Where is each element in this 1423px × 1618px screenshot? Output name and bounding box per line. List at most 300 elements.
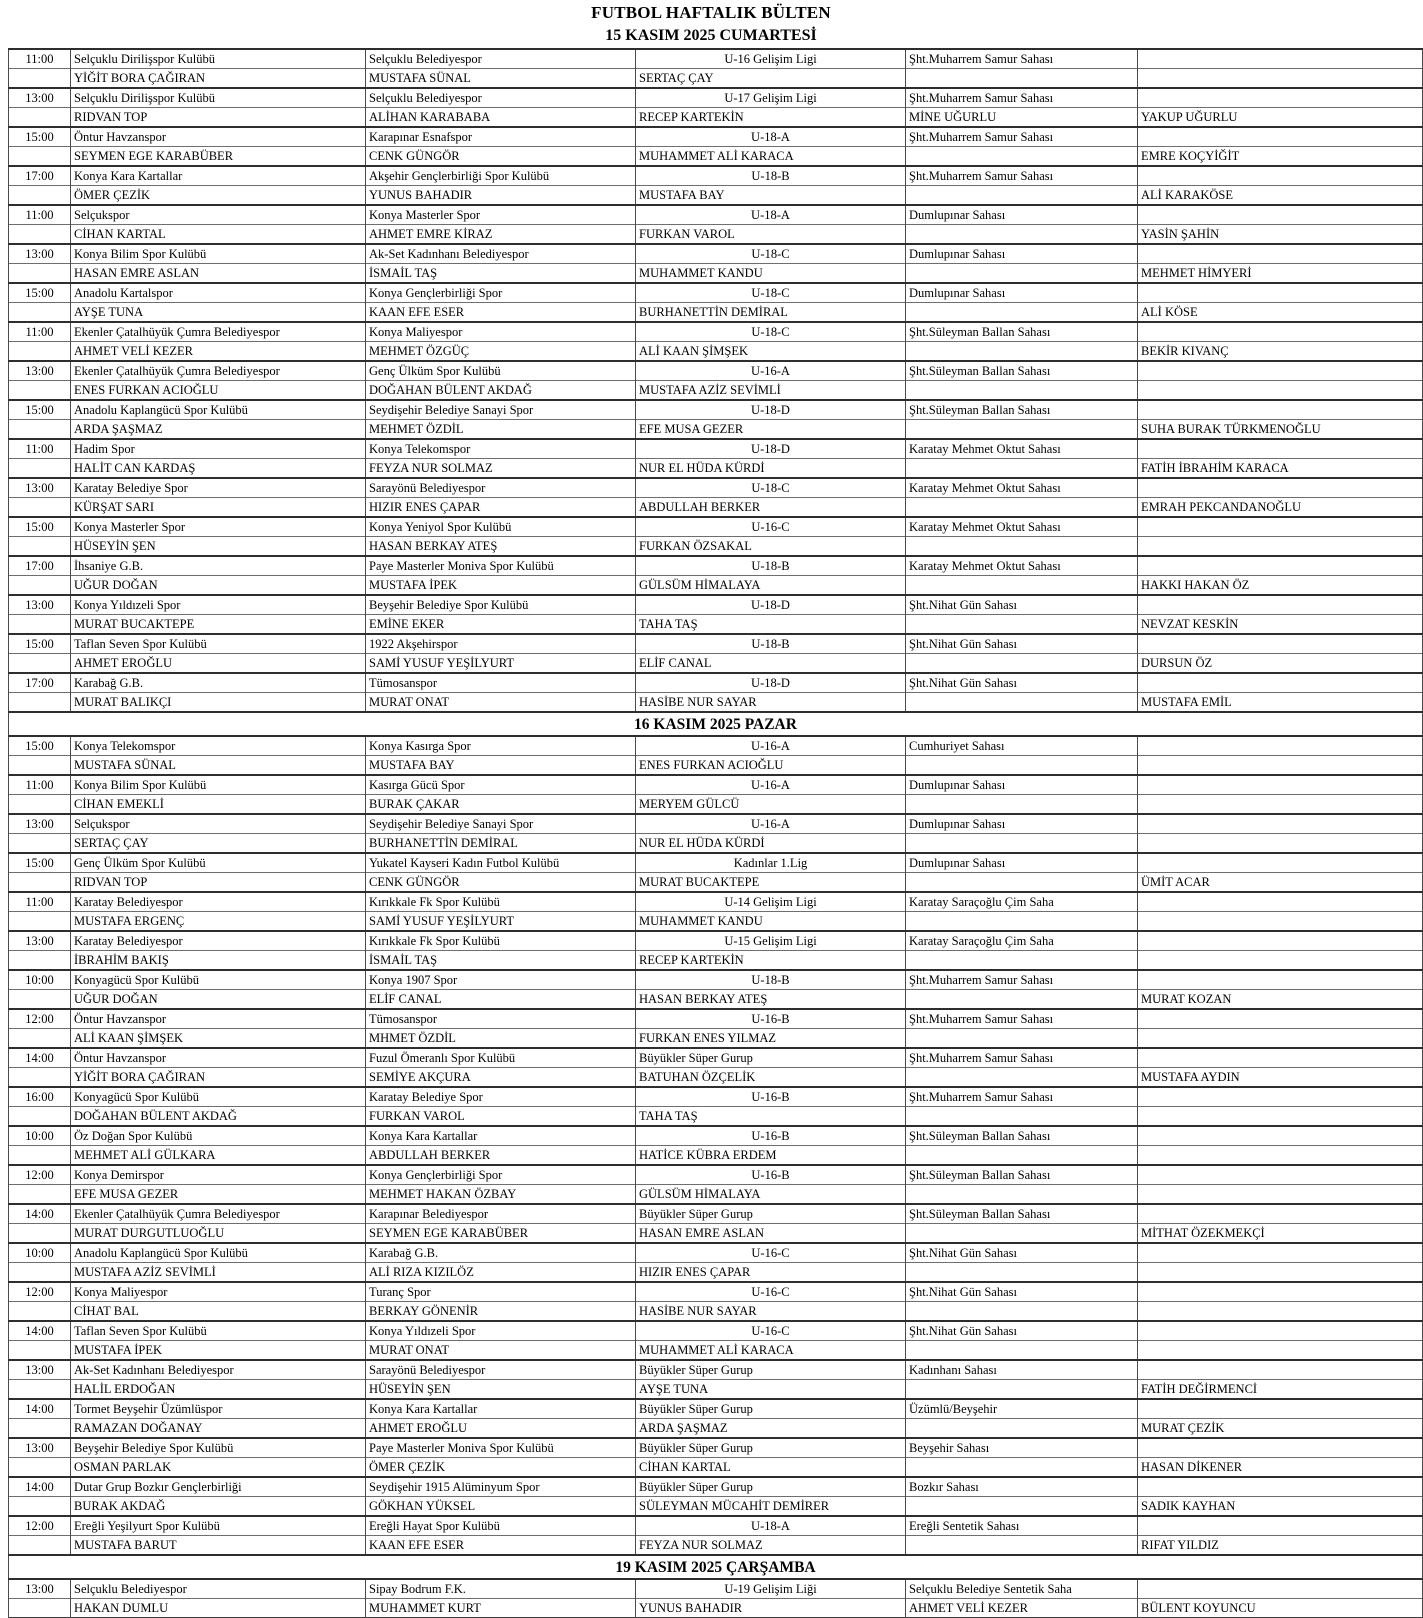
away-team-cell: Turanç Spor <box>366 1282 636 1302</box>
referee-3-cell: MUHAMMET ALİ KARACA <box>636 147 906 167</box>
empty-cell <box>1138 1399 1423 1419</box>
referee-4-cell <box>906 69 1138 89</box>
referee-2-cell: ALİHAN KARABABA <box>366 108 636 128</box>
referee-1-cell: MURAT BUCAKTEPE <box>71 615 366 635</box>
empty-cell <box>1138 1087 1423 1107</box>
away-team-cell: Sarayönü Belediyespor <box>366 1360 636 1380</box>
referee-2-cell: FURKAN VAROL <box>366 1107 636 1127</box>
empty-time-cell <box>9 873 71 893</box>
referee-4-cell <box>906 1146 1138 1166</box>
empty-time-cell <box>9 795 71 815</box>
empty-time-cell <box>9 1302 71 1322</box>
venue-cell: Şht.Muharrem Samur Sahası <box>906 127 1138 147</box>
fixtures-table <box>8 48 1423 1618</box>
empty-time-cell <box>9 1146 71 1166</box>
match-row <box>9 1321 1423 1341</box>
referee-row <box>9 1458 1423 1478</box>
referee-2-cell: GÖKHAN YÜKSEL <box>366 1497 636 1517</box>
referee-4-cell <box>906 1068 1138 1088</box>
empty-time-cell <box>9 381 71 401</box>
referee-row <box>9 537 1423 557</box>
league-cell: U-16-B <box>636 1126 906 1146</box>
referee-2-cell: MUSTAFA İPEK <box>366 576 636 596</box>
kickoff-time-cell: 13:00 <box>9 1438 71 1458</box>
home-team-cell: Selçuklu Belediyespor <box>71 1579 366 1599</box>
venue-cell: Şht.Nihat Gün Sahası <box>906 1243 1138 1263</box>
referee-4-cell <box>906 1107 1138 1127</box>
league-cell: Büyükler Süper Gurup <box>636 1360 906 1380</box>
referee-4-cell <box>906 537 1138 557</box>
league-cell: U-18-A <box>636 127 906 147</box>
referee-2-cell: HIZIR ENES ÇAPAR <box>366 498 636 518</box>
match-row <box>9 1282 1423 1302</box>
empty-cell <box>1138 127 1423 147</box>
home-team-cell: Karabağ G.B. <box>71 673 366 693</box>
away-team-cell: Seydişehir Belediye Sanayi Spor <box>366 400 636 420</box>
venue-cell: Karatay Mehmet Oktut Sahası <box>906 556 1138 576</box>
home-team-cell: Öntur Havzanspor <box>71 127 366 147</box>
referee-1-cell: MEHMET ALİ GÜLKARA <box>71 1146 366 1166</box>
referee-5-cell: MEHMET HİMYERİ <box>1138 264 1423 284</box>
venue-cell: Dumlupınar Sahası <box>906 205 1138 225</box>
empty-time-cell <box>9 1068 71 1088</box>
referee-row <box>9 990 1423 1010</box>
away-team-cell: Karapınar Esnafspor <box>366 127 636 147</box>
empty-time-cell <box>9 108 71 128</box>
home-team-cell: Selçuklu Dirilişspor Kulübü <box>71 49 366 69</box>
referee-3-cell: MUHAMMET KANDU <box>636 264 906 284</box>
venue-cell: Cumhuriyet Sahası <box>906 736 1138 756</box>
referee-5-cell: BEKİR KIVANÇ <box>1138 342 1423 362</box>
venue-cell: Dumlupınar Sahası <box>906 283 1138 303</box>
match-row <box>9 736 1423 756</box>
referee-5-cell <box>1138 1146 1423 1166</box>
away-team-cell: Kırıkkale Fk Spor Kulübü <box>366 892 636 912</box>
referee-5-cell <box>1138 1029 1423 1049</box>
referee-4-cell <box>906 795 1138 815</box>
referee-2-cell: YUNUS BAHADIR <box>366 186 636 206</box>
referee-5-cell: EMRAH PEKCANDANOĞLU <box>1138 498 1423 518</box>
referee-4-cell <box>906 756 1138 776</box>
empty-time-cell <box>9 834 71 854</box>
kickoff-time-cell: 11:00 <box>9 439 71 459</box>
referee-row <box>9 264 1423 284</box>
empty-cell <box>1138 556 1423 576</box>
kickoff-time-cell: 11:00 <box>9 322 71 342</box>
referee-3-cell: HIZIR ENES ÇAPAR <box>636 1263 906 1283</box>
empty-cell <box>1138 931 1423 951</box>
referee-5-cell <box>1138 537 1423 557</box>
empty-time-cell <box>9 498 71 518</box>
home-team-cell: Ereğli Yeşilyurt Spor Kulübü <box>71 1516 366 1536</box>
referee-2-cell: ABDULLAH BERKER <box>366 1146 636 1166</box>
referee-4-cell <box>906 1497 1138 1517</box>
date-header-row <box>9 712 1423 736</box>
away-team-cell: Ak-Set Kadınhanı Belediyespor <box>366 244 636 264</box>
referee-row <box>9 654 1423 674</box>
referee-3-cell: GÜLSÜM HİMALAYA <box>636 1185 906 1205</box>
empty-cell <box>1138 1579 1423 1599</box>
referee-5-cell <box>1138 834 1423 854</box>
referee-5-cell: MURAT KOZAN <box>1138 990 1423 1010</box>
venue-cell: Kadınhanı Sahası <box>906 1360 1138 1380</box>
referee-1-cell: CİHAN KARTAL <box>71 225 366 245</box>
referee-4-cell: MİNE UĞURLU <box>906 108 1138 128</box>
league-cell: U-18-A <box>636 1516 906 1536</box>
match-row <box>9 1243 1423 1263</box>
away-team-cell: Sarayönü Belediyespor <box>366 478 636 498</box>
match-row <box>9 814 1423 834</box>
home-team-cell: Konya Masterler Spor <box>71 517 366 537</box>
league-cell: Büyükler Süper Gurup <box>636 1477 906 1497</box>
home-team-cell: Karatay Belediyespor <box>71 931 366 951</box>
referee-row <box>9 186 1423 206</box>
empty-cell <box>1138 400 1423 420</box>
empty-cell <box>1138 244 1423 264</box>
empty-cell <box>1138 814 1423 834</box>
referee-row <box>9 951 1423 971</box>
referee-1-cell: SERTAÇ ÇAY <box>71 834 366 854</box>
home-team-cell: Genç Ülküm Spor Kulübü <box>71 853 366 873</box>
referee-4-cell <box>906 342 1138 362</box>
away-team-cell: Konya Gençlerbirliği Spor <box>366 1165 636 1185</box>
referee-4-cell: AHMET VELİ KEZER <box>906 1599 1138 1618</box>
match-row <box>9 1399 1423 1419</box>
kickoff-time-cell: 13:00 <box>9 478 71 498</box>
league-cell: Büyükler Süper Gurup <box>636 1204 906 1224</box>
empty-cell <box>1138 439 1423 459</box>
kickoff-time-cell: 12:00 <box>9 1165 71 1185</box>
match-row <box>9 775 1423 795</box>
referee-5-cell: MUSTAFA EMİL <box>1138 693 1423 713</box>
league-cell: U-18-A <box>636 205 906 225</box>
away-team-cell: Konya Yıldızeli Spor <box>366 1321 636 1341</box>
venue-cell: Şht.Muharrem Samur Sahası <box>906 1087 1138 1107</box>
referee-1-cell: ALİ KAAN ŞİMŞEK <box>71 1029 366 1049</box>
referee-row <box>9 381 1423 401</box>
referee-2-cell: MEHMET ÖZDİL <box>366 420 636 440</box>
empty-cell <box>1138 595 1423 615</box>
home-team-cell: Beyşehir Belediye Spor Kulübü <box>71 1438 366 1458</box>
kickoff-time-cell: 14:00 <box>9 1204 71 1224</box>
home-team-cell: Konya Yıldızeli Spor <box>71 595 366 615</box>
empty-time-cell <box>9 1263 71 1283</box>
kickoff-time-cell: 12:00 <box>9 1516 71 1536</box>
empty-time-cell <box>9 537 71 557</box>
home-team-cell: Tormet Beyşehir Üzümlüspor <box>71 1399 366 1419</box>
referee-3-cell: MUSTAFA AZİZ SEVİMLİ <box>636 381 906 401</box>
home-team-cell: Anadolu Kaplangücü Spor Kulübü <box>71 400 366 420</box>
referee-1-cell: CİHAT BAL <box>71 1302 366 1322</box>
league-cell: U-18-C <box>636 322 906 342</box>
league-cell: U-16-C <box>636 517 906 537</box>
empty-time-cell <box>9 990 71 1010</box>
referee-4-cell <box>906 1263 1138 1283</box>
referee-3-cell: NUR EL HÜDA KÜRDİ <box>636 459 906 479</box>
home-team-cell: Ekenler Çatalhüyük Çumra Belediyespor <box>71 1204 366 1224</box>
kickoff-time-cell: 14:00 <box>9 1399 71 1419</box>
empty-time-cell <box>9 1458 71 1478</box>
referee-5-cell: BÜLENT KOYUNCU <box>1138 1599 1423 1618</box>
league-cell: U-16-A <box>636 814 906 834</box>
referee-3-cell: FURKAN ÖZSAKAL <box>636 537 906 557</box>
away-team-cell: Tümosanspor <box>366 1009 636 1029</box>
kickoff-time-cell: 17:00 <box>9 166 71 186</box>
referee-3-cell: FURKAN VAROL <box>636 225 906 245</box>
league-cell: U-16-C <box>636 1321 906 1341</box>
away-team-cell: Ereğli Hayat Spor Kulübü <box>366 1516 636 1536</box>
empty-time-cell <box>9 459 71 479</box>
empty-cell <box>1138 205 1423 225</box>
empty-time-cell <box>9 693 71 713</box>
referee-1-cell: ÖMER ÇEZİK <box>71 186 366 206</box>
referee-5-cell: ÜMİT ACAR <box>1138 873 1423 893</box>
referee-3-cell: AYŞE TUNA <box>636 1380 906 1400</box>
empty-cell <box>1138 1360 1423 1380</box>
referee-3-cell: MUHAMMET KANDU <box>636 912 906 932</box>
referee-4-cell <box>906 615 1138 635</box>
venue-cell: Şht.Nihat Gün Sahası <box>906 673 1138 693</box>
away-team-cell: Seydişehir 1915 Alüminyum Spor <box>366 1477 636 1497</box>
league-cell: U-18-C <box>636 283 906 303</box>
referee-3-cell: HASİBE NUR SAYAR <box>636 693 906 713</box>
away-team-cell: Konya Gençlerbirliği Spor <box>366 283 636 303</box>
kickoff-time-cell: 16:00 <box>9 1087 71 1107</box>
referee-2-cell: SEMİYE AKÇURA <box>366 1068 636 1088</box>
referee-5-cell: FATİH DEĞİRMENCİ <box>1138 1380 1423 1400</box>
date-header-row <box>9 1555 1423 1579</box>
referee-row <box>9 303 1423 323</box>
referee-2-cell: BURHANETTİN DEMİRAL <box>366 834 636 854</box>
venue-cell: Şht.Muharrem Samur Sahası <box>906 49 1138 69</box>
league-cell: U-18-B <box>636 970 906 990</box>
match-row <box>9 1204 1423 1224</box>
league-cell: U-16-C <box>636 1282 906 1302</box>
referee-2-cell: AHMET EMRE KİRAZ <box>366 225 636 245</box>
away-team-cell: 1922 Akşehirspor <box>366 634 636 654</box>
league-cell: U-18-D <box>636 439 906 459</box>
referee-1-cell: DOĞAHAN BÜLENT AKDAĞ <box>71 1107 366 1127</box>
venue-cell: Şht.Süleyman Ballan Sahası <box>906 400 1138 420</box>
referee-row <box>9 225 1423 245</box>
empty-time-cell <box>9 303 71 323</box>
kickoff-time-cell: 11:00 <box>9 49 71 69</box>
venue-cell: Şht.Süleyman Ballan Sahası <box>906 322 1138 342</box>
referee-5-cell: RIFAT YILDIZ <box>1138 1536 1423 1556</box>
referee-2-cell: ELİF CANAL <box>366 990 636 1010</box>
empty-cell <box>1138 1321 1423 1341</box>
home-team-cell: Konya Maliyespor <box>71 1282 366 1302</box>
referee-4-cell <box>906 303 1138 323</box>
referee-2-cell: HÜSEYİN ŞEN <box>366 1380 636 1400</box>
match-row <box>9 1477 1423 1497</box>
referee-1-cell: HASAN EMRE ASLAN <box>71 264 366 284</box>
referee-4-cell <box>906 654 1138 674</box>
referee-3-cell: MERYEM GÜLCÜ <box>636 795 906 815</box>
referee-5-cell <box>1138 795 1423 815</box>
referee-3-cell: EFE MUSA GEZER <box>636 420 906 440</box>
venue-cell: Karatay Mehmet Oktut Sahası <box>906 439 1138 459</box>
referee-4-cell <box>906 912 1138 932</box>
referee-4-cell <box>906 990 1138 1010</box>
empty-time-cell <box>9 342 71 362</box>
referee-4-cell <box>906 1341 1138 1361</box>
date-heading-saturday: 15 KASIM 2025 CUMARTESİ <box>605 27 817 44</box>
home-team-cell: Konya Telekomspor <box>71 736 366 756</box>
match-row <box>9 1360 1423 1380</box>
away-team-cell: Konya Telekomspor <box>366 439 636 459</box>
referee-5-cell: MUSTAFA AYDIN <box>1138 1068 1423 1088</box>
empty-cell <box>1138 892 1423 912</box>
match-row <box>9 88 1423 108</box>
empty-cell <box>1138 49 1423 69</box>
empty-cell <box>1138 166 1423 186</box>
league-cell: U-16-B <box>636 1165 906 1185</box>
referee-row <box>9 1536 1423 1556</box>
referee-2-cell: MUSTAFA SÜNAL <box>366 69 636 89</box>
venue-cell: Şht.Süleyman Ballan Sahası <box>906 1126 1138 1146</box>
league-cell: U-18-D <box>636 595 906 615</box>
referee-5-cell <box>1138 756 1423 776</box>
referee-3-cell: MURAT BUCAKTEPE <box>636 873 906 893</box>
venue-cell: Ereğli Sentetik Sahası <box>906 1516 1138 1536</box>
match-row <box>9 853 1423 873</box>
league-cell: Kadınlar 1.Lig <box>636 853 906 873</box>
referee-2-cell: SAMİ YUSUF YEŞİLYURT <box>366 912 636 932</box>
match-row <box>9 634 1423 654</box>
referee-3-cell: SÜLEYMAN MÜCAHİT DEMİRER <box>636 1497 906 1517</box>
home-team-cell: Konya Bilim Spor Kulübü <box>71 775 366 795</box>
referee-3-cell: FURKAN ENES YILMAZ <box>636 1029 906 1049</box>
empty-time-cell <box>9 654 71 674</box>
referee-5-cell <box>1138 1107 1423 1127</box>
kickoff-time-cell: 15:00 <box>9 853 71 873</box>
home-team-cell: Karatay Belediye Spor <box>71 478 366 498</box>
home-team-cell: İhsaniye G.B. <box>71 556 366 576</box>
referee-3-cell: MUSTAFA BAY <box>636 186 906 206</box>
referee-1-cell: ENES FURKAN ACIOĞLU <box>71 381 366 401</box>
referee-5-cell: FATİH İBRAHİM KARACA <box>1138 459 1423 479</box>
referee-3-cell: MUHAMMET ALİ KARACA <box>636 1341 906 1361</box>
referee-row <box>9 1419 1423 1439</box>
referee-1-cell: RIDVAN TOP <box>71 873 366 893</box>
referee-row <box>9 1380 1423 1400</box>
referee-1-cell: MURAT DURGUTLUOĞLU <box>71 1224 366 1244</box>
referee-1-cell: OSMAN PARLAK <box>71 1458 366 1478</box>
referee-row <box>9 342 1423 362</box>
venue-cell: Dumlupınar Sahası <box>906 244 1138 264</box>
referee-2-cell: MUSTAFA BAY <box>366 756 636 776</box>
referee-row <box>9 912 1423 932</box>
match-row <box>9 478 1423 498</box>
kickoff-time-cell: 14:00 <box>9 1048 71 1068</box>
referee-2-cell: İSMAİL TAŞ <box>366 264 636 284</box>
league-cell: U-18-D <box>636 400 906 420</box>
league-cell: U-16-A <box>636 736 906 756</box>
venue-cell: Şht.Süleyman Ballan Sahası <box>906 1204 1138 1224</box>
referee-2-cell: DOĞAHAN BÜLENT AKDAĞ <box>366 381 636 401</box>
empty-time-cell <box>9 1599 71 1618</box>
match-row <box>9 892 1423 912</box>
referee-1-cell: AHMET VELİ KEZER <box>71 342 366 362</box>
referee-4-cell <box>906 1302 1138 1322</box>
referee-3-cell: GÜLSÜM HİMALAYA <box>636 576 906 596</box>
league-cell: U-16 Gelişim Ligi <box>636 49 906 69</box>
home-team-cell: Konya Kara Kartallar <box>71 166 366 186</box>
match-row <box>9 400 1423 420</box>
home-team-cell: Ak-Set Kadınhanı Belediyespor <box>71 1360 366 1380</box>
venue-cell: Karatay Mehmet Oktut Sahası <box>906 517 1138 537</box>
referee-1-cell: AHMET EROĞLU <box>71 654 366 674</box>
empty-cell <box>1138 1477 1423 1497</box>
referee-3-cell: SERTAÇ ÇAY <box>636 69 906 89</box>
match-row <box>9 931 1423 951</box>
referee-2-cell: AHMET EROĞLU <box>366 1419 636 1439</box>
league-cell: Büyükler Süper Gurup <box>636 1438 906 1458</box>
referee-row <box>9 1341 1423 1361</box>
referee-2-cell: CENK GÜNGÖR <box>366 873 636 893</box>
home-team-cell: Dutar Grup Bozkır Gençlerbirliği <box>71 1477 366 1497</box>
referee-1-cell: MUSTAFA İPEK <box>71 1341 366 1361</box>
referee-row <box>9 69 1423 89</box>
venue-cell: Şht.Nihat Gün Sahası <box>906 595 1138 615</box>
referee-1-cell: UĞUR DOĞAN <box>71 990 366 1010</box>
referee-2-cell: MHMET ÖZDİL <box>366 1029 636 1049</box>
referee-row <box>9 147 1423 167</box>
referee-row <box>9 498 1423 518</box>
referee-4-cell <box>906 873 1138 893</box>
match-row <box>9 1579 1423 1599</box>
referee-row <box>9 693 1423 713</box>
venue-cell: Şht.Muharrem Samur Sahası <box>906 1009 1138 1029</box>
referee-3-cell: ABDULLAH BERKER <box>636 498 906 518</box>
away-team-cell: Yukatel Kayseri Kadın Futbol Kulübü <box>366 853 636 873</box>
home-team-cell: Konya Bilim Spor Kulübü <box>71 244 366 264</box>
match-row <box>9 556 1423 576</box>
match-row <box>9 1009 1423 1029</box>
referee-2-cell: FEYZA NUR SOLMAZ <box>366 459 636 479</box>
referee-4-cell <box>906 1224 1138 1244</box>
empty-cell <box>1138 1282 1423 1302</box>
away-team-cell: Genç Ülküm Spor Kulübü <box>366 361 636 381</box>
referee-row <box>9 1497 1423 1517</box>
match-row <box>9 1048 1423 1068</box>
referee-5-cell <box>1138 69 1423 89</box>
match-row <box>9 127 1423 147</box>
away-team-cell: Karapınar Belediyespor <box>366 1204 636 1224</box>
referee-row <box>9 420 1423 440</box>
referee-5-cell <box>1138 1263 1423 1283</box>
match-row <box>9 1087 1423 1107</box>
empty-cell <box>1138 88 1423 108</box>
referee-3-cell: RECEP KARTEKİN <box>636 108 906 128</box>
away-team-cell: Paye Masterler Moniva Spor Kulübü <box>366 556 636 576</box>
referee-1-cell: MUSTAFA SÜNAL <box>71 756 366 776</box>
empty-cell <box>1138 1165 1423 1185</box>
match-row <box>9 1126 1423 1146</box>
empty-time-cell <box>9 1224 71 1244</box>
referee-3-cell: ENES FURKAN ACIOĞLU <box>636 756 906 776</box>
kickoff-time-cell: 14:00 <box>9 1321 71 1341</box>
venue-cell: Şht.Muharrem Samur Sahası <box>906 1048 1138 1068</box>
empty-time-cell <box>9 1536 71 1556</box>
referee-5-cell: MİTHAT ÖZEKMEKÇİ <box>1138 1224 1423 1244</box>
referee-4-cell <box>906 420 1138 440</box>
referee-5-cell: MURAT ÇEZİK <box>1138 1419 1423 1439</box>
away-team-cell: Fuzul Ömeranlı Spor Kulübü <box>366 1048 636 1068</box>
kickoff-time-cell: 10:00 <box>9 970 71 990</box>
referee-4-cell <box>906 147 1138 167</box>
